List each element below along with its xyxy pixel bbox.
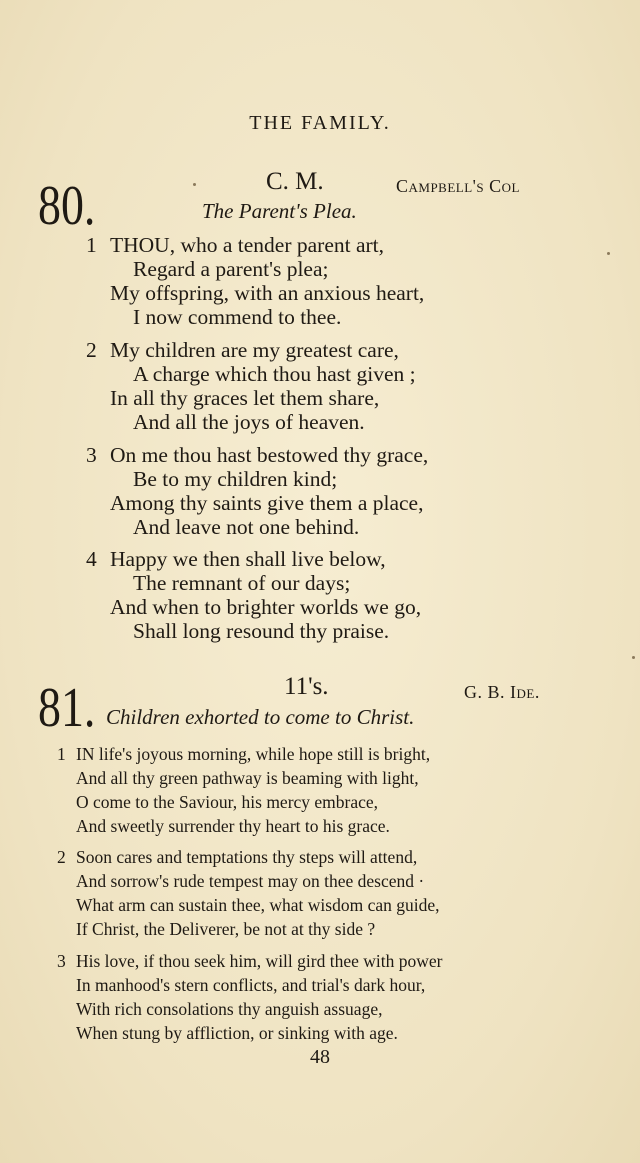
hymn-meter: 11's. bbox=[284, 673, 329, 700]
hymn-meter: C. M. bbox=[266, 168, 324, 195]
verse-line: And sorrow's rude tempest may on thee descend · bbox=[76, 871, 425, 891]
verse-line: And when to brighter worlds we go, bbox=[110, 595, 422, 619]
verse-line: Be to my children kind; bbox=[133, 467, 338, 491]
stanza-number: 3 bbox=[57, 951, 66, 971]
verse-line: The remnant of our days; bbox=[133, 571, 351, 595]
verse-line: Soon cares and temptations thy steps will attend, bbox=[76, 847, 418, 867]
verse-line: And sweetly surrender thy heart to his grace. bbox=[76, 816, 390, 836]
paper-speck bbox=[193, 183, 196, 186]
hymn-number: 81. bbox=[38, 677, 96, 739]
verse-line: And all thy green pathway is beaming with light, bbox=[76, 768, 419, 788]
verse-line: My children are my greatest care, bbox=[110, 338, 399, 362]
stanza-number: 1 bbox=[57, 744, 66, 764]
verse-line: Among thy saints give them a place, bbox=[110, 491, 424, 515]
verse-line: My offspring, with an anxious heart, bbox=[110, 281, 425, 305]
hymn-tune: G. B. Ide. bbox=[464, 682, 540, 702]
stanza-number: 3 bbox=[86, 443, 97, 467]
stanza-number: 1 bbox=[86, 233, 97, 257]
verse-line: With rich consolations thy anguish assuage, bbox=[76, 999, 383, 1019]
verse-line: His love, if thou seek him, will gird thee with power bbox=[76, 951, 443, 971]
hymn-number: 80. bbox=[38, 175, 96, 237]
verse-line: If Christ, the Deliverer, be not at thy side ? bbox=[76, 919, 376, 939]
paper-speck bbox=[607, 252, 610, 255]
verse-line: Shall long resound thy praise. bbox=[133, 619, 390, 643]
verse-line: When stung by affliction, or sinking with age. bbox=[76, 1023, 398, 1043]
stanza-number: 4 bbox=[86, 547, 97, 571]
verse-line: I now commend to thee. bbox=[133, 305, 342, 329]
hymn-title: Children exhorted to come to Christ. bbox=[106, 705, 415, 729]
running-head: THE FAMILY. bbox=[249, 112, 391, 134]
verse-line: And leave not one behind. bbox=[133, 515, 360, 539]
hymn-tune: Campbell's Col bbox=[396, 176, 520, 196]
verse-line: IN life's joyous morning, while hope still is bright, bbox=[76, 744, 431, 764]
stanza-number: 2 bbox=[57, 847, 66, 867]
verse-line: Regard a parent's plea; bbox=[133, 257, 329, 281]
verse-line: On me thou hast bestowed thy grace, bbox=[110, 443, 429, 467]
verse-line: And all the joys of heaven. bbox=[133, 410, 365, 434]
stanza-number: 2 bbox=[86, 338, 97, 362]
verse-line: In manhood's stern conflicts, and trial's dark hour, bbox=[76, 975, 426, 995]
paper-speck bbox=[632, 656, 635, 659]
verse-line: Happy we then shall live below, bbox=[110, 547, 386, 571]
verse-line: O come to the Saviour, his mercy embrace, bbox=[76, 792, 379, 812]
verse-line: In all thy graces let them share, bbox=[110, 386, 380, 410]
page-number: 48 bbox=[310, 1046, 330, 1068]
verse-line: THOU, who a tender parent art, bbox=[110, 233, 385, 257]
verse-line: A charge which thou hast given ; bbox=[133, 362, 416, 386]
verse-line: What arm can sustain thee, what wisdom can guide, bbox=[76, 895, 440, 915]
hymn-title: The Parent's Plea. bbox=[202, 199, 357, 223]
